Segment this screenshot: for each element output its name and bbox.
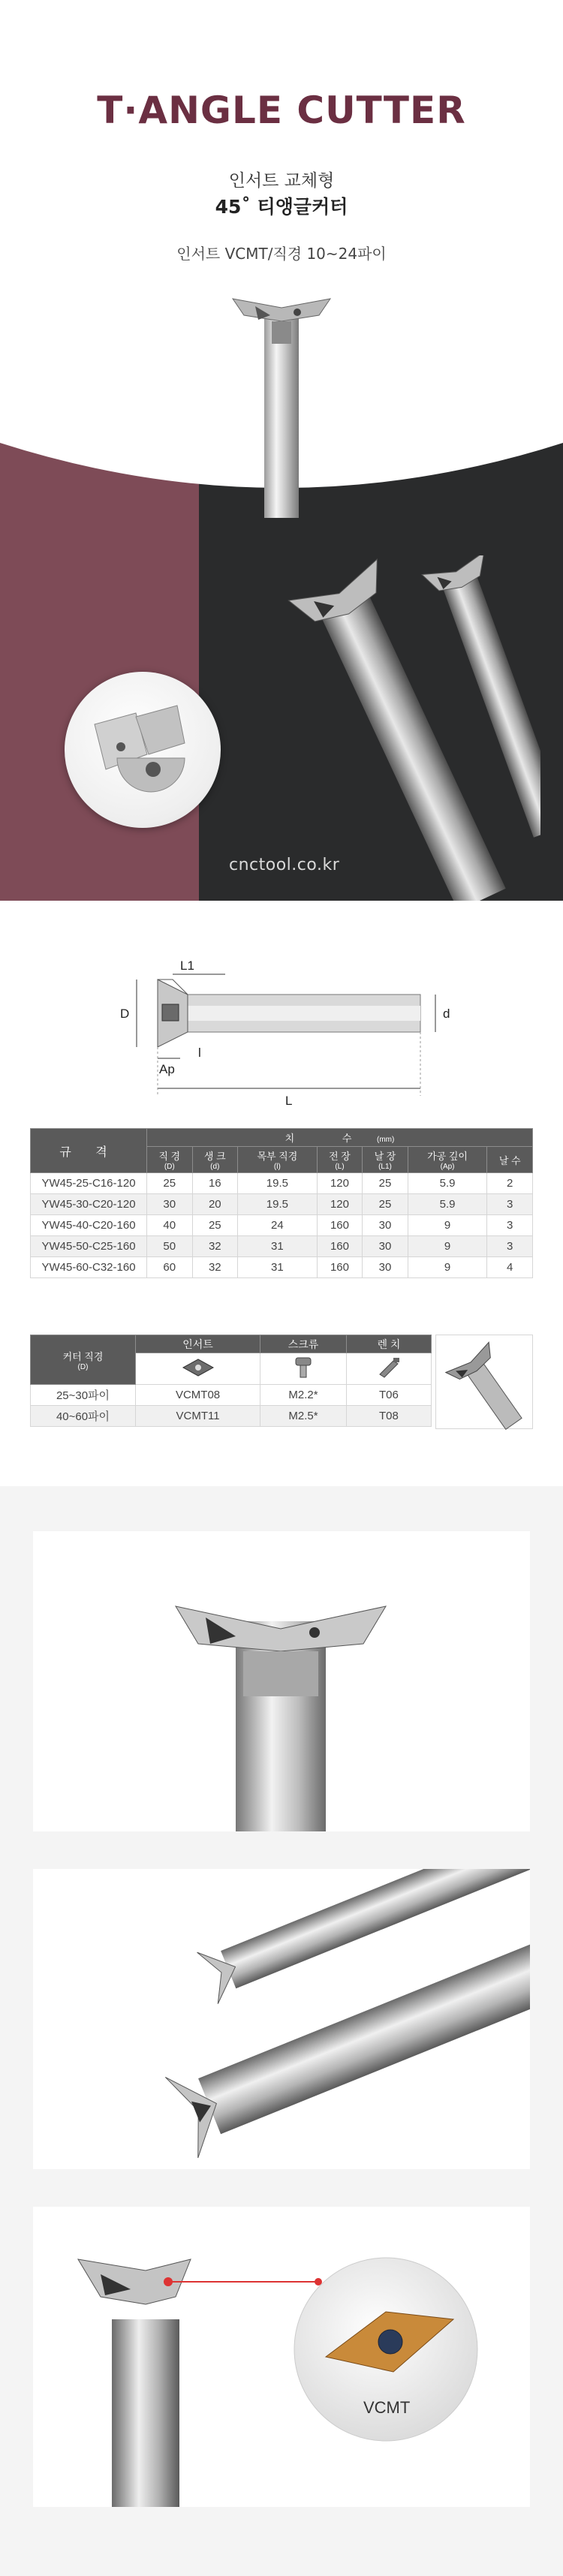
parts-header-diameter-label: 커터 직경 <box>62 1350 104 1362</box>
cell: 19.5 <box>238 1194 318 1215</box>
spec-col-shank <box>192 1147 238 1173</box>
parts-col-insert: 인서트 <box>136 1335 260 1353</box>
gallery-image-3 <box>33 2207 530 2507</box>
cell: 25 <box>147 1173 193 1194</box>
site-watermark: cnctool.co.kr <box>229 856 340 874</box>
cell: 5.9 <box>408 1194 487 1215</box>
hero-section <box>0 0 563 901</box>
spec-col-unit: (L1) <box>378 1163 392 1171</box>
parts-col-wrench: 렌 치 <box>346 1335 431 1353</box>
cell: 9 <box>408 1257 487 1278</box>
cell-insert: VCMT08 <box>136 1385 260 1406</box>
cutter-front-view <box>33 1531 530 1831</box>
cell: 25 <box>363 1173 408 1194</box>
insert-icon-cell <box>136 1353 260 1385</box>
table-row <box>31 1257 533 1278</box>
spec-header-dimensions-unit: (mm) <box>377 1136 395 1144</box>
cell: 31 <box>238 1257 318 1278</box>
dim-label-L: L <box>285 1094 293 1108</box>
spec-col-label: 날 수 <box>498 1154 521 1166</box>
product-subtitle-type: 인서트 교체형 <box>228 171 335 191</box>
spec-col-unit: (L) <box>335 1163 345 1171</box>
parts-header-diameter-unit: (D) <box>77 1362 89 1371</box>
parts-col-screw: 스크류 <box>260 1335 347 1353</box>
cell: 9 <box>408 1215 487 1236</box>
insert-closeup-circle <box>65 672 221 828</box>
product-subtitle-spec: 인서트 VCMT/직경 10~24파이 <box>176 245 387 263</box>
spec-col-label: 직 경 <box>158 1151 181 1162</box>
cell: 160 <box>317 1215 363 1236</box>
insert-type-label: VCMT <box>363 2398 411 2417</box>
cell: 2 <box>487 1173 533 1194</box>
cell-model: YW45-50-C25-160 <box>31 1236 147 1257</box>
spec-header-dimensions-label: 치 수 <box>285 1133 375 1144</box>
cell: 32 <box>192 1236 238 1257</box>
screw-icon-cell <box>260 1353 347 1385</box>
product-subtitle-name: 45˚ 티앵글커터 <box>215 196 348 218</box>
cell: 60 <box>147 1257 193 1278</box>
cell: 30 <box>363 1257 408 1278</box>
cell: 31 <box>238 1236 318 1257</box>
spec-col-label: 목부 직경 <box>257 1151 298 1162</box>
cell-diameter: 25~30파이 <box>31 1385 136 1406</box>
spec-header-dimensions <box>147 1129 533 1147</box>
screw-icon <box>288 1355 318 1380</box>
cell-insert: VCMT11 <box>136 1406 260 1427</box>
spec-col-label: 전 장 <box>329 1151 351 1162</box>
cell: 25 <box>192 1215 238 1236</box>
spec-section <box>0 901 563 1486</box>
cell: 3 <box>487 1194 533 1215</box>
spec-col-label: 생 크 <box>203 1151 226 1162</box>
spec-col-flute-length <box>363 1147 408 1173</box>
cell: 160 <box>317 1236 363 1257</box>
cell-model: YW45-60-C32-160 <box>31 1257 147 1278</box>
product-title: T·ANGLE CUTTER <box>97 89 466 132</box>
cell: 120 <box>317 1194 363 1215</box>
tool-thumbnail-image <box>436 1335 534 1430</box>
cell: 25 <box>363 1194 408 1215</box>
dim-label-d: d <box>443 1007 450 1021</box>
cell: 4 <box>487 1257 533 1278</box>
dim-label-D: D <box>120 1007 130 1021</box>
cell-screw: M2.2* <box>260 1385 347 1406</box>
dim-label-Ap: Ap <box>159 1062 175 1076</box>
cell: 30 <box>147 1194 193 1215</box>
cell: 50 <box>147 1236 193 1257</box>
cell: 32 <box>192 1257 238 1278</box>
insert-icon <box>179 1356 217 1379</box>
spec-col-label: 날 장 <box>374 1151 396 1162</box>
cell-model: YW45-25-C16-120 <box>31 1173 147 1194</box>
cell: 3 <box>487 1236 533 1257</box>
cell: 160 <box>317 1257 363 1278</box>
spec-col-flutes <box>487 1147 533 1173</box>
table-row <box>31 1236 533 1257</box>
cell: 40 <box>147 1215 193 1236</box>
cell: 9 <box>408 1236 487 1257</box>
cell-diameter: 40~60파이 <box>31 1406 136 1427</box>
insert-parts-icon <box>65 672 221 828</box>
gallery-section <box>0 1486 563 2576</box>
cell-wrench: T06 <box>346 1385 431 1406</box>
cell: 120 <box>317 1173 363 1194</box>
table-row <box>31 1406 432 1427</box>
cell-model: YW45-40-C20-160 <box>31 1215 147 1236</box>
spec-table-header-row-1 <box>31 1129 533 1147</box>
spec-col-diameter <box>147 1147 193 1173</box>
wrench-icon-cell <box>346 1353 431 1385</box>
gallery-image-1 <box>33 1531 530 1831</box>
spec-col-unit: (l) <box>273 1163 281 1171</box>
cell: 24 <box>238 1215 318 1236</box>
spec-col-unit: (D) <box>164 1163 175 1171</box>
table-row <box>31 1215 533 1236</box>
parts-header-diameter <box>31 1335 136 1385</box>
cell: 20 <box>192 1194 238 1215</box>
cell: 16 <box>192 1173 238 1194</box>
spec-col-neck <box>238 1147 318 1173</box>
cell-model: YW45-30-C20-120 <box>31 1194 147 1215</box>
wrench-icon <box>374 1355 404 1380</box>
spec-col-depth <box>408 1147 487 1173</box>
parts-tool-thumbnail <box>435 1335 533 1429</box>
spec-col-unit: (d) <box>210 1163 220 1171</box>
cell-wrench: T08 <box>346 1406 431 1427</box>
cutter-tool-image <box>225 285 338 518</box>
cell: 3 <box>487 1215 533 1236</box>
cell: 19.5 <box>238 1173 318 1194</box>
parts-table <box>30 1335 432 1427</box>
parts-table-header-row <box>31 1335 432 1353</box>
dimension-diagram <box>105 961 458 1111</box>
cutter-insert-detail <box>33 2207 530 2507</box>
table-row <box>31 1385 432 1406</box>
dim-label-L1: L1 <box>180 961 194 973</box>
cell: 5.9 <box>408 1173 487 1194</box>
cell-screw: M2.5* <box>260 1406 347 1427</box>
gallery-image-2 <box>33 1869 530 2169</box>
spec-col-label: 가공 깊이 <box>427 1151 468 1162</box>
cutter-pair-view <box>33 1869 530 2169</box>
spec-col-unit: (Ap) <box>440 1163 455 1171</box>
spec-header-model: 규 격 <box>31 1129 147 1173</box>
cell: 30 <box>363 1215 408 1236</box>
spec-col-overall-length <box>317 1147 363 1173</box>
table-row <box>31 1173 533 1194</box>
table-row <box>31 1194 533 1215</box>
spec-table <box>30 1128 533 1278</box>
cell: 30 <box>363 1236 408 1257</box>
dim-label-l: l <box>198 1046 201 1060</box>
